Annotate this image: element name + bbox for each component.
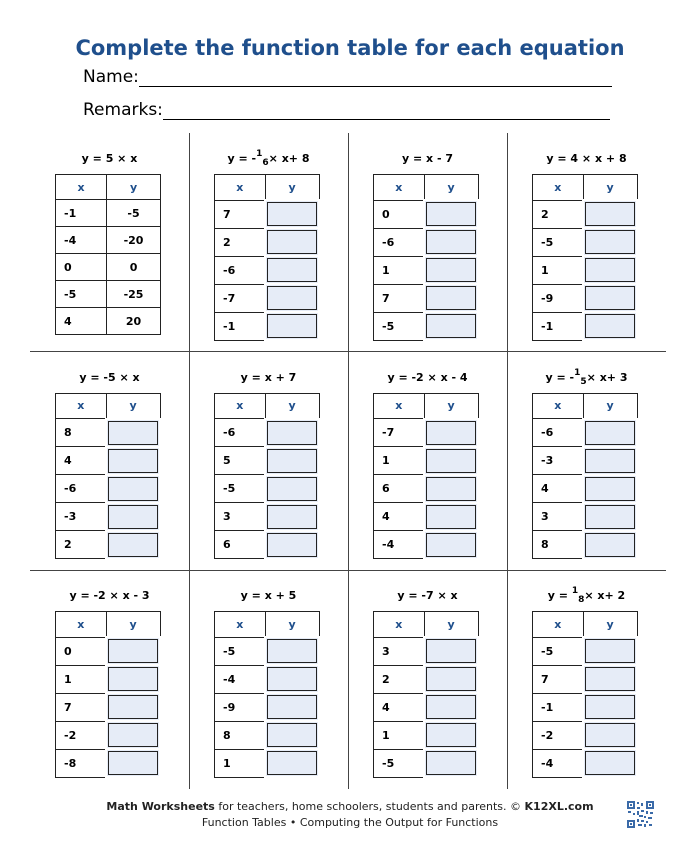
equation-label: y = -2 × x - 4 <box>387 370 468 384</box>
table-row <box>56 281 161 308</box>
function-table-cell <box>348 133 507 351</box>
y-value: 20 <box>107 308 161 335</box>
table-row <box>215 503 320 531</box>
y-answer-box[interactable] <box>583 665 637 693</box>
x-value: 2 <box>215 228 266 256</box>
y-answer-box[interactable] <box>265 749 319 777</box>
column-header-y: y <box>107 175 161 200</box>
function-table-cell <box>507 352 666 570</box>
y-answer-box[interactable] <box>583 693 637 721</box>
table-row <box>56 447 161 475</box>
x-value: 6 <box>374 475 425 503</box>
x-value: -5 <box>374 749 425 777</box>
function-table-cell <box>30 352 189 570</box>
x-value: -4 <box>56 227 107 254</box>
column-header-x: x <box>374 612 425 638</box>
x-value: 1 <box>374 721 425 749</box>
x-value: 4 <box>374 693 425 721</box>
x-value: 8 <box>56 419 107 447</box>
function-table-cell <box>189 570 348 788</box>
table-row <box>56 254 161 281</box>
table-row <box>56 693 161 721</box>
y-answer-box[interactable] <box>424 447 478 475</box>
table-row <box>533 447 638 475</box>
table-row <box>215 228 320 256</box>
table-row <box>533 503 638 531</box>
y-answer-box[interactable] <box>583 419 637 447</box>
column-header-x: x <box>533 393 584 419</box>
name-field[interactable] <box>83 66 612 87</box>
x-value: 0 <box>374 200 425 228</box>
qr-code-icon[interactable] <box>627 801 654 828</box>
footer <box>0 800 700 829</box>
x-value: -3 <box>56 503 107 531</box>
x-value: -6 <box>533 419 584 447</box>
y-answer-box[interactable] <box>583 284 637 312</box>
table-row <box>374 200 479 228</box>
x-value: 3 <box>215 503 266 531</box>
footer-text: for teachers, home schoolers, students and parents. © <box>214 800 525 813</box>
function-table-cell <box>507 133 666 351</box>
y-answer-box[interactable] <box>424 693 478 721</box>
equation-label: y = x + 7 <box>240 370 297 384</box>
x-value: 6 <box>215 531 266 559</box>
x-value: 1 <box>56 665 107 693</box>
equation-label: y = $^1_8$× x+ 2 <box>547 586 626 606</box>
column-header-y: y <box>106 393 160 419</box>
function-table <box>214 174 320 341</box>
x-value: -1 <box>533 312 584 340</box>
x-value: -5 <box>215 637 266 665</box>
table-row <box>533 284 638 312</box>
x-value: -7 <box>215 284 266 312</box>
column-header-y: y <box>583 175 637 201</box>
y-answer-box[interactable] <box>583 228 637 256</box>
y-answer-box[interactable] <box>424 637 478 665</box>
y-answer-box[interactable] <box>106 721 160 749</box>
table-row <box>56 227 161 254</box>
function-table <box>55 393 161 560</box>
table-row <box>56 721 161 749</box>
x-value: -3 <box>533 447 584 475</box>
table-row <box>374 637 479 665</box>
y-answer-box[interactable] <box>424 284 478 312</box>
function-table-cell <box>189 352 348 570</box>
column-header-y: y <box>265 393 319 419</box>
table-header-row <box>215 612 320 638</box>
x-value: -5 <box>215 475 266 503</box>
table-row <box>56 637 161 665</box>
y-answer-box[interactable] <box>265 256 319 284</box>
x-value: 1 <box>215 749 266 777</box>
y-answer-box[interactable] <box>424 200 478 228</box>
x-value: 0 <box>56 637 107 665</box>
table-row <box>533 531 638 559</box>
table-row <box>533 419 638 447</box>
function-table <box>373 611 479 778</box>
page-title: Complete the function table for each equation <box>75 36 625 60</box>
y-answer-box[interactable] <box>106 531 160 559</box>
table-row <box>374 503 479 531</box>
x-value: -4 <box>374 531 425 559</box>
table-row <box>215 693 320 721</box>
x-value: -5 <box>533 228 584 256</box>
table-header-row <box>533 175 638 201</box>
y-answer-box[interactable] <box>583 503 637 531</box>
table-row <box>215 721 320 749</box>
y-value: 0 <box>107 254 161 281</box>
column-header-y: y <box>424 175 478 201</box>
table-row <box>374 284 479 312</box>
column-header-x: x <box>533 612 584 638</box>
table-row <box>215 256 320 284</box>
table-row <box>374 419 479 447</box>
x-value: 7 <box>374 284 425 312</box>
remarks-line[interactable] <box>163 99 610 120</box>
table-row <box>533 749 638 777</box>
table-row <box>56 308 161 335</box>
function-table <box>214 611 320 778</box>
x-value: -5 <box>374 312 425 340</box>
y-value: -25 <box>107 281 161 308</box>
x-value: 2 <box>374 665 425 693</box>
x-value: -9 <box>533 284 584 312</box>
y-answer-box[interactable] <box>265 693 319 721</box>
y-answer-box[interactable] <box>583 447 637 475</box>
function-table <box>373 174 479 341</box>
table-row <box>215 637 320 665</box>
x-value: 7 <box>215 200 266 228</box>
table-row <box>533 665 638 693</box>
x-value: 4 <box>56 447 107 475</box>
table-row <box>215 284 320 312</box>
x-value: -7 <box>374 419 425 447</box>
y-answer-box[interactable] <box>424 721 478 749</box>
table-row <box>533 721 638 749</box>
x-value: 4 <box>533 475 584 503</box>
x-value: 3 <box>374 637 425 665</box>
table-header-row <box>374 393 479 419</box>
x-value: -1 <box>215 312 266 340</box>
name-label: Name: <box>83 67 139 87</box>
table-row <box>56 531 161 559</box>
table-header-row <box>56 393 161 419</box>
table-row <box>56 419 161 447</box>
column-header-x: x <box>533 175 584 201</box>
function-table <box>532 174 638 341</box>
x-value: 7 <box>533 665 584 693</box>
function-table <box>532 393 638 560</box>
function-table-cell <box>348 570 507 788</box>
table-header-row <box>374 612 479 638</box>
y-answer-box[interactable] <box>265 665 319 693</box>
function-table-cell <box>189 133 348 351</box>
table-header-row <box>374 175 479 201</box>
footer-subtitle: Function Tables • Computing the Output for Functions <box>201 816 499 829</box>
y-answer-box[interactable] <box>583 312 637 340</box>
x-value: -9 <box>215 693 266 721</box>
column-header-x: x <box>215 393 266 419</box>
y-answer-box[interactable] <box>106 503 160 531</box>
y-answer-box[interactable] <box>106 637 160 665</box>
table-row <box>215 531 320 559</box>
x-value: 2 <box>56 531 107 559</box>
y-answer-box[interactable] <box>583 475 637 503</box>
y-answer-box[interactable] <box>583 256 637 284</box>
footer-brand: Math Worksheets <box>106 800 215 813</box>
table-row <box>374 531 479 559</box>
x-value: -1 <box>533 693 584 721</box>
x-value: -2 <box>56 721 107 749</box>
y-answer-box[interactable] <box>424 475 478 503</box>
remarks-label: Remarks: <box>83 100 163 120</box>
x-value: -8 <box>56 749 107 777</box>
column-header-x: x <box>374 175 425 201</box>
equation-label: y = -$^1_6$× x+ 8 <box>227 149 310 169</box>
function-tables-grid <box>30 133 666 789</box>
function-table <box>373 393 479 560</box>
y-answer-box[interactable] <box>106 749 160 777</box>
column-header-y: y <box>265 612 319 638</box>
equation-label: y = 4 × x + 8 <box>546 152 627 165</box>
x-value: 0 <box>56 254 107 281</box>
y-value: -20 <box>107 227 161 254</box>
column-header-x: x <box>56 612 107 638</box>
y-answer-box[interactable] <box>424 312 478 340</box>
table-row <box>374 749 479 777</box>
y-answer-box[interactable] <box>583 531 637 559</box>
x-value: -6 <box>215 256 266 284</box>
column-header-y: y <box>265 175 319 201</box>
x-value: 1 <box>374 256 425 284</box>
y-answer-box[interactable] <box>265 284 319 312</box>
x-value: 8 <box>533 531 584 559</box>
table-header-row <box>533 393 638 419</box>
table-row <box>215 312 320 340</box>
table-row <box>56 200 161 227</box>
table-header-row <box>215 393 320 419</box>
x-value: 4 <box>56 308 107 335</box>
y-answer-box[interactable] <box>583 200 637 228</box>
y-answer-box[interactable] <box>424 256 478 284</box>
y-answer-box[interactable] <box>583 637 637 665</box>
column-header-y: y <box>583 393 637 419</box>
table-header-row <box>56 612 161 638</box>
table-row <box>533 312 638 340</box>
table-row <box>56 665 161 693</box>
table-row <box>56 749 161 777</box>
equation-label: y = -$^1_5$× x+ 3 <box>545 367 628 387</box>
footer-site: K12XL.com <box>524 800 594 813</box>
y-answer-box[interactable] <box>106 447 160 475</box>
column-header-y: y <box>583 612 637 638</box>
table-row <box>533 475 638 503</box>
table-row <box>533 228 638 256</box>
x-value: 1 <box>374 447 425 475</box>
y-answer-box[interactable] <box>265 475 319 503</box>
equation-label: y = 5 × x <box>81 152 138 165</box>
y-value: -5 <box>107 200 161 227</box>
table-row <box>215 200 320 228</box>
x-value: 8 <box>215 721 266 749</box>
y-answer-box[interactable] <box>265 200 319 228</box>
y-answer-box[interactable] <box>265 637 319 665</box>
column-header-x: x <box>215 175 266 201</box>
table-row <box>533 200 638 228</box>
table-row <box>374 228 479 256</box>
x-value: 7 <box>56 693 107 721</box>
x-value: -4 <box>215 665 266 693</box>
x-value: 1 <box>533 256 584 284</box>
y-answer-box[interactable] <box>106 665 160 693</box>
y-answer-box[interactable] <box>265 447 319 475</box>
table-row <box>374 256 479 284</box>
column-header-x: x <box>56 175 107 200</box>
x-value: -4 <box>533 749 584 777</box>
table-row <box>374 447 479 475</box>
function-table-cell <box>30 570 189 788</box>
table-row <box>374 475 479 503</box>
column-header-x: x <box>56 393 107 419</box>
y-answer-box[interactable] <box>583 721 637 749</box>
function-table <box>532 611 638 778</box>
equation-label: y = x - 7 <box>401 152 454 165</box>
y-answer-box[interactable] <box>265 228 319 256</box>
table-row <box>56 475 161 503</box>
equation-label: y = x + 5 <box>240 589 297 602</box>
y-answer-box[interactable] <box>265 721 319 749</box>
y-answer-box[interactable] <box>583 749 637 777</box>
y-answer-box[interactable] <box>424 749 478 777</box>
x-value: 3 <box>533 503 584 531</box>
table-row <box>215 749 320 777</box>
column-header-x: x <box>374 393 425 419</box>
table-row <box>56 503 161 531</box>
table-row <box>374 312 479 340</box>
x-value: -5 <box>56 281 107 308</box>
y-answer-box[interactable] <box>265 312 319 340</box>
x-value: -6 <box>374 228 425 256</box>
table-row <box>533 256 638 284</box>
function-table <box>214 393 320 560</box>
remarks-field[interactable] <box>83 99 610 120</box>
table-row <box>215 447 320 475</box>
column-header-y: y <box>106 612 160 638</box>
y-answer-box[interactable] <box>265 503 319 531</box>
table-row <box>215 665 320 693</box>
column-header-y: y <box>424 612 478 638</box>
y-answer-box[interactable] <box>265 531 319 559</box>
table-row <box>533 693 638 721</box>
table-header-row <box>56 175 161 200</box>
y-answer-box[interactable] <box>424 419 478 447</box>
table-header-row <box>533 612 638 638</box>
y-answer-box[interactable] <box>106 475 160 503</box>
y-answer-box[interactable] <box>424 531 478 559</box>
function-table <box>55 174 161 335</box>
x-value: -6 <box>56 475 107 503</box>
y-answer-box[interactable] <box>106 419 160 447</box>
equation-label: y = -5 × x <box>79 370 140 384</box>
y-answer-box[interactable] <box>424 228 478 256</box>
name-line[interactable] <box>139 66 612 87</box>
x-value: -6 <box>215 419 266 447</box>
y-answer-box[interactable] <box>106 693 160 721</box>
column-header-x: x <box>215 612 266 638</box>
y-answer-box[interactable] <box>424 665 478 693</box>
function-table-cell <box>507 570 666 788</box>
table-row <box>533 637 638 665</box>
equation-label: y = -2 × x - 3 <box>69 589 150 602</box>
column-header-y: y <box>424 393 478 419</box>
x-value: 4 <box>374 503 425 531</box>
x-value: 2 <box>533 200 584 228</box>
x-value: -5 <box>533 637 584 665</box>
x-value: -1 <box>56 200 107 227</box>
table-row <box>374 665 479 693</box>
table-row <box>215 419 320 447</box>
function-table-cell <box>30 133 189 351</box>
x-value: -2 <box>533 721 584 749</box>
table-row <box>374 721 479 749</box>
y-answer-box[interactable] <box>265 419 319 447</box>
table-row <box>374 693 479 721</box>
table-header-row <box>215 175 320 201</box>
equation-label: y = -7 × x <box>397 589 458 602</box>
function-table-cell <box>348 352 507 570</box>
y-answer-box[interactable] <box>424 503 478 531</box>
function-table <box>55 611 161 778</box>
x-value: 5 <box>215 447 266 475</box>
table-row <box>215 475 320 503</box>
